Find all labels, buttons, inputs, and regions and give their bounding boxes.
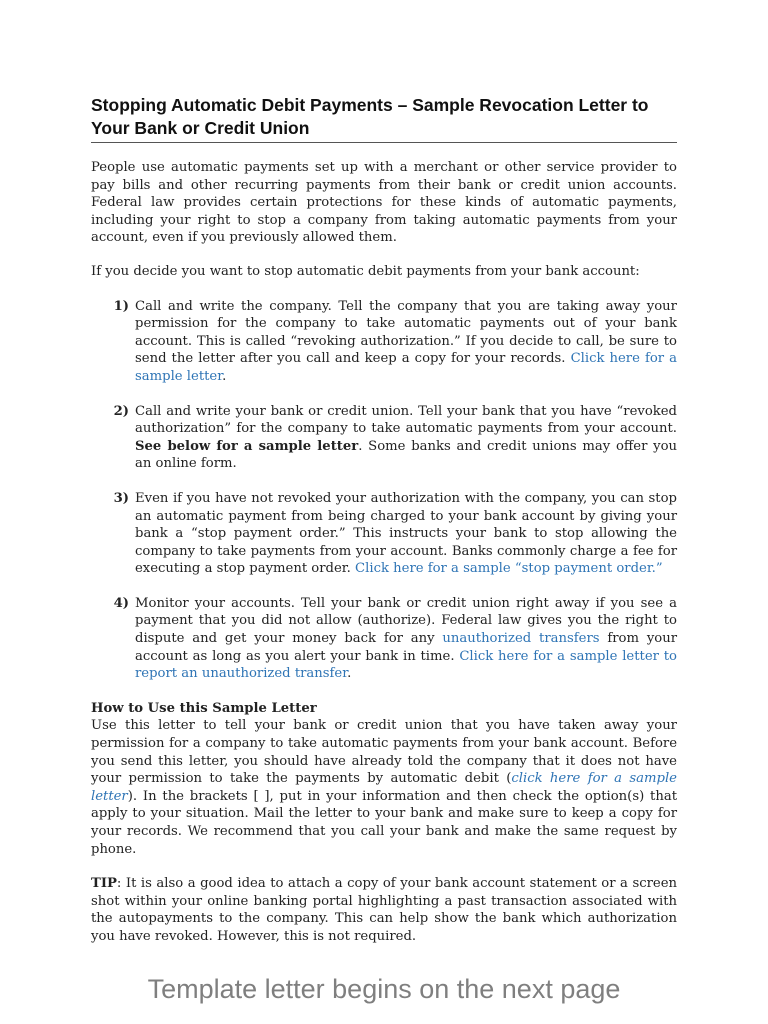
step-text: Even if you have not revoked your authorization with the company, you can stop an automatic payment from being charged to your bank account by giving your bank a “stop payment order.” This instructs your bank to stop allowing the company to take payments from your account. Banks commonly charge a fee for executing a stop payment order. Click here for a sample “stop payment order.” [135, 490, 677, 577]
list-item [91, 490, 677, 578]
step-number: 2) [113, 403, 129, 419]
list-item [91, 298, 677, 386]
step-text: Monitor your accounts. Tell your bank or credit union right away if you see a payment that you did not allow (authorize). Federal law gives you the right to dispute and get your money back for any unauthorized transfers from your account as long as you alert your bank in time. Click here for a sample letter to report an unauthorized transfer. [135, 595, 678, 682]
step-text: Call and write the company. Tell the company that you are taking away your permission for the company to take automatic payments out of your bank account. This is called “revoking authorization.” If you decide to call, be sure to send the letter after you call and keep a copy for your records. Click here for a sample letter. [135, 298, 678, 384]
document-page [91, 94, 677, 946]
page-title: Stopping Automatic Debit Payments – Sample Revocation Letter to Your Bank or Credit Union [91, 94, 677, 143]
unauthorized-transfers-link[interactable]: unauthorized transfers [442, 631, 600, 647]
steps-list [91, 298, 677, 683]
list-item [91, 595, 677, 683]
report-transfer-link[interactable]: Click here for a sample letter to report an unauthorized transfer [135, 648, 677, 682]
tip-paragraph: TIP: It is also a good idea to attach a copy of your bank account statement or a screen shot within your online banking portal highlighting a past transaction associated with the autopayments to the company. This can help show the bank which authorization you have revoked. However, this is not required. [91, 876, 677, 944]
step-number: 3) [113, 490, 129, 506]
intro-paragraph: People use automatic payments set up with a merchant or other service provider to pay bills and other recurring payments from their bank or credit union accounts. Federal law provides certain protections for these kinds of automatic payments, including your right to stop a company from taking automatic payments from your account, even if you previously allowed them. [91, 160, 677, 246]
lead-paragraph: If you decide you want to stop automatic debit payments from your bank account: [91, 263, 640, 279]
howto-sample-letter-link[interactable]: click here for a sample letter [91, 771, 677, 804]
stop-payment-order-link[interactable]: Click here for a sample “stop payment order.” [355, 561, 663, 577]
tip-label: TIP [91, 876, 117, 892]
step-number: 1) [113, 298, 129, 314]
howto-paragraph: Use this letter to tell your bank or credit union that you have taken away your permission for a company to take automatic payments from your bank account. Before you send this letter, you should have already told the company that it does not have your permission to take the payments by automatic debit (click here for a sample letter). In the brackets [ ], put in your information and then check the option(s) that apply to your situation. Mail the letter to your bank and make sure to keep a copy for your records. We recommend that you call your bank and make the same request by phone. [91, 718, 677, 857]
next-page-notice: Template letter begins on the next page [147, 974, 621, 1004]
howto-heading: How to Use this Sample Letter [91, 700, 317, 716]
sample-letter-link[interactable]: Click here for a sample letter [135, 351, 678, 384]
step-text: Call and write your bank or credit union. Tell your bank that you have “revoked authorization” for the company to take automatic payments from your account. See below for a sample letter. Some banks and credit unions may offer you an online form. [135, 403, 677, 472]
step-number: 4) [113, 595, 129, 611]
list-item [91, 403, 677, 473]
see-below-text: See below for a sample letter [135, 438, 359, 454]
